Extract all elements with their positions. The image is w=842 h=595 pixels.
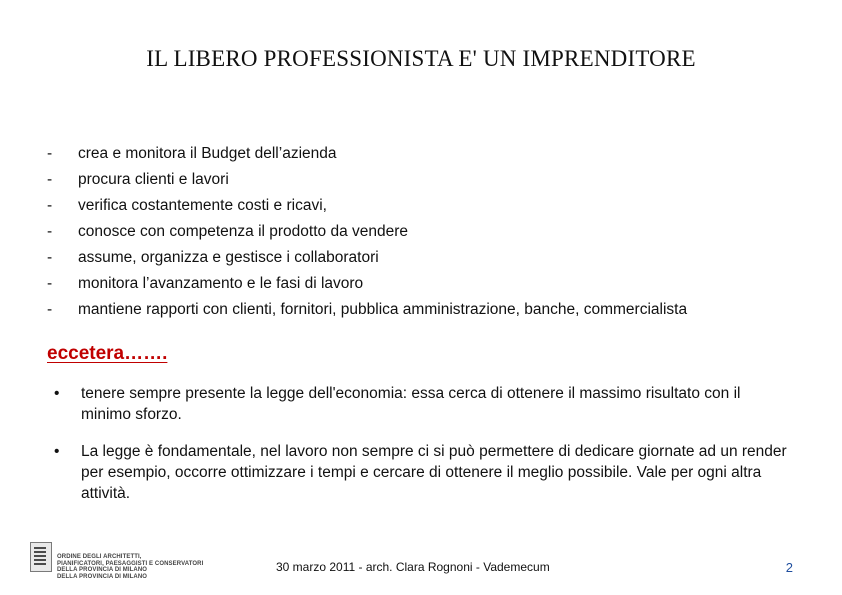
logo-text — [57, 554, 247, 580]
dash-marker: - — [47, 301, 53, 318]
logo-line: ORDINE DEGLI ARCHITETTI, — [57, 554, 142, 560]
bullet-text: La legge è fondamentale, nel lavoro non sempre ci si può permettere di dedicare giornate ad un render per esempio, occorre ottimizzare i tempi e cercare di ottenere il meglio possibile. Vale per ogni altra attività. — [81, 443, 787, 502]
order-logo — [30, 540, 240, 586]
logo-line: DELLA PROVINCIA DI MILANO — [57, 567, 148, 573]
bullet-list — [54, 383, 794, 520]
page-number: 2 — [785, 560, 793, 575]
list-item-text: monitora l’avanzamento e le fasi di lavoro — [78, 275, 364, 292]
list-item-text: procura clienti e lavori — [78, 171, 229, 188]
building-icon — [30, 542, 52, 572]
bullet-text: tenere sempre presente la legge dell'economia: essa cerca di ottenere il massimo risultato con il minimo sforzo. — [81, 385, 741, 423]
footer-caption: 30 marzo 2011 - arch. Clara Rognoni - Vademecum — [276, 560, 550, 574]
dash-marker: - — [47, 145, 53, 162]
bullet-marker: • — [54, 385, 60, 402]
logo-line: DELLA PROVINCIA DI MILANO — [57, 573, 148, 580]
dash-marker: - — [47, 275, 53, 292]
slide-title: IL LIBERO PROFESSIONISTA E' UN IMPRENDITORE — [146, 46, 696, 71]
bullet-item — [54, 441, 794, 504]
dash-marker: - — [47, 249, 53, 266]
list-item-text: mantiene rapporti con clienti, fornitori, pubblica amministrazione, banche, commercialista — [78, 301, 688, 318]
list-item-text: crea e monitora il Budget dell’azienda — [78, 145, 337, 162]
dash-marker: - — [47, 171, 53, 188]
dash-marker: - — [47, 223, 53, 240]
bullet-marker: • — [54, 443, 60, 460]
bullet-item — [54, 383, 794, 425]
logo-line: PIANIFICATORI, PAESAGGISTI E CONSERVATORI — [57, 560, 204, 567]
list-item-text: assume, organizza e gestisce i collaboratori — [78, 249, 379, 266]
list-item-text: conosce con competenza il prodotto da vendere — [78, 223, 409, 240]
dash-marker: - — [47, 197, 53, 214]
eccetera-heading: eccetera……. — [47, 343, 168, 364]
list-item-text: verifica costantemente costi e ricavi, — [78, 197, 327, 214]
